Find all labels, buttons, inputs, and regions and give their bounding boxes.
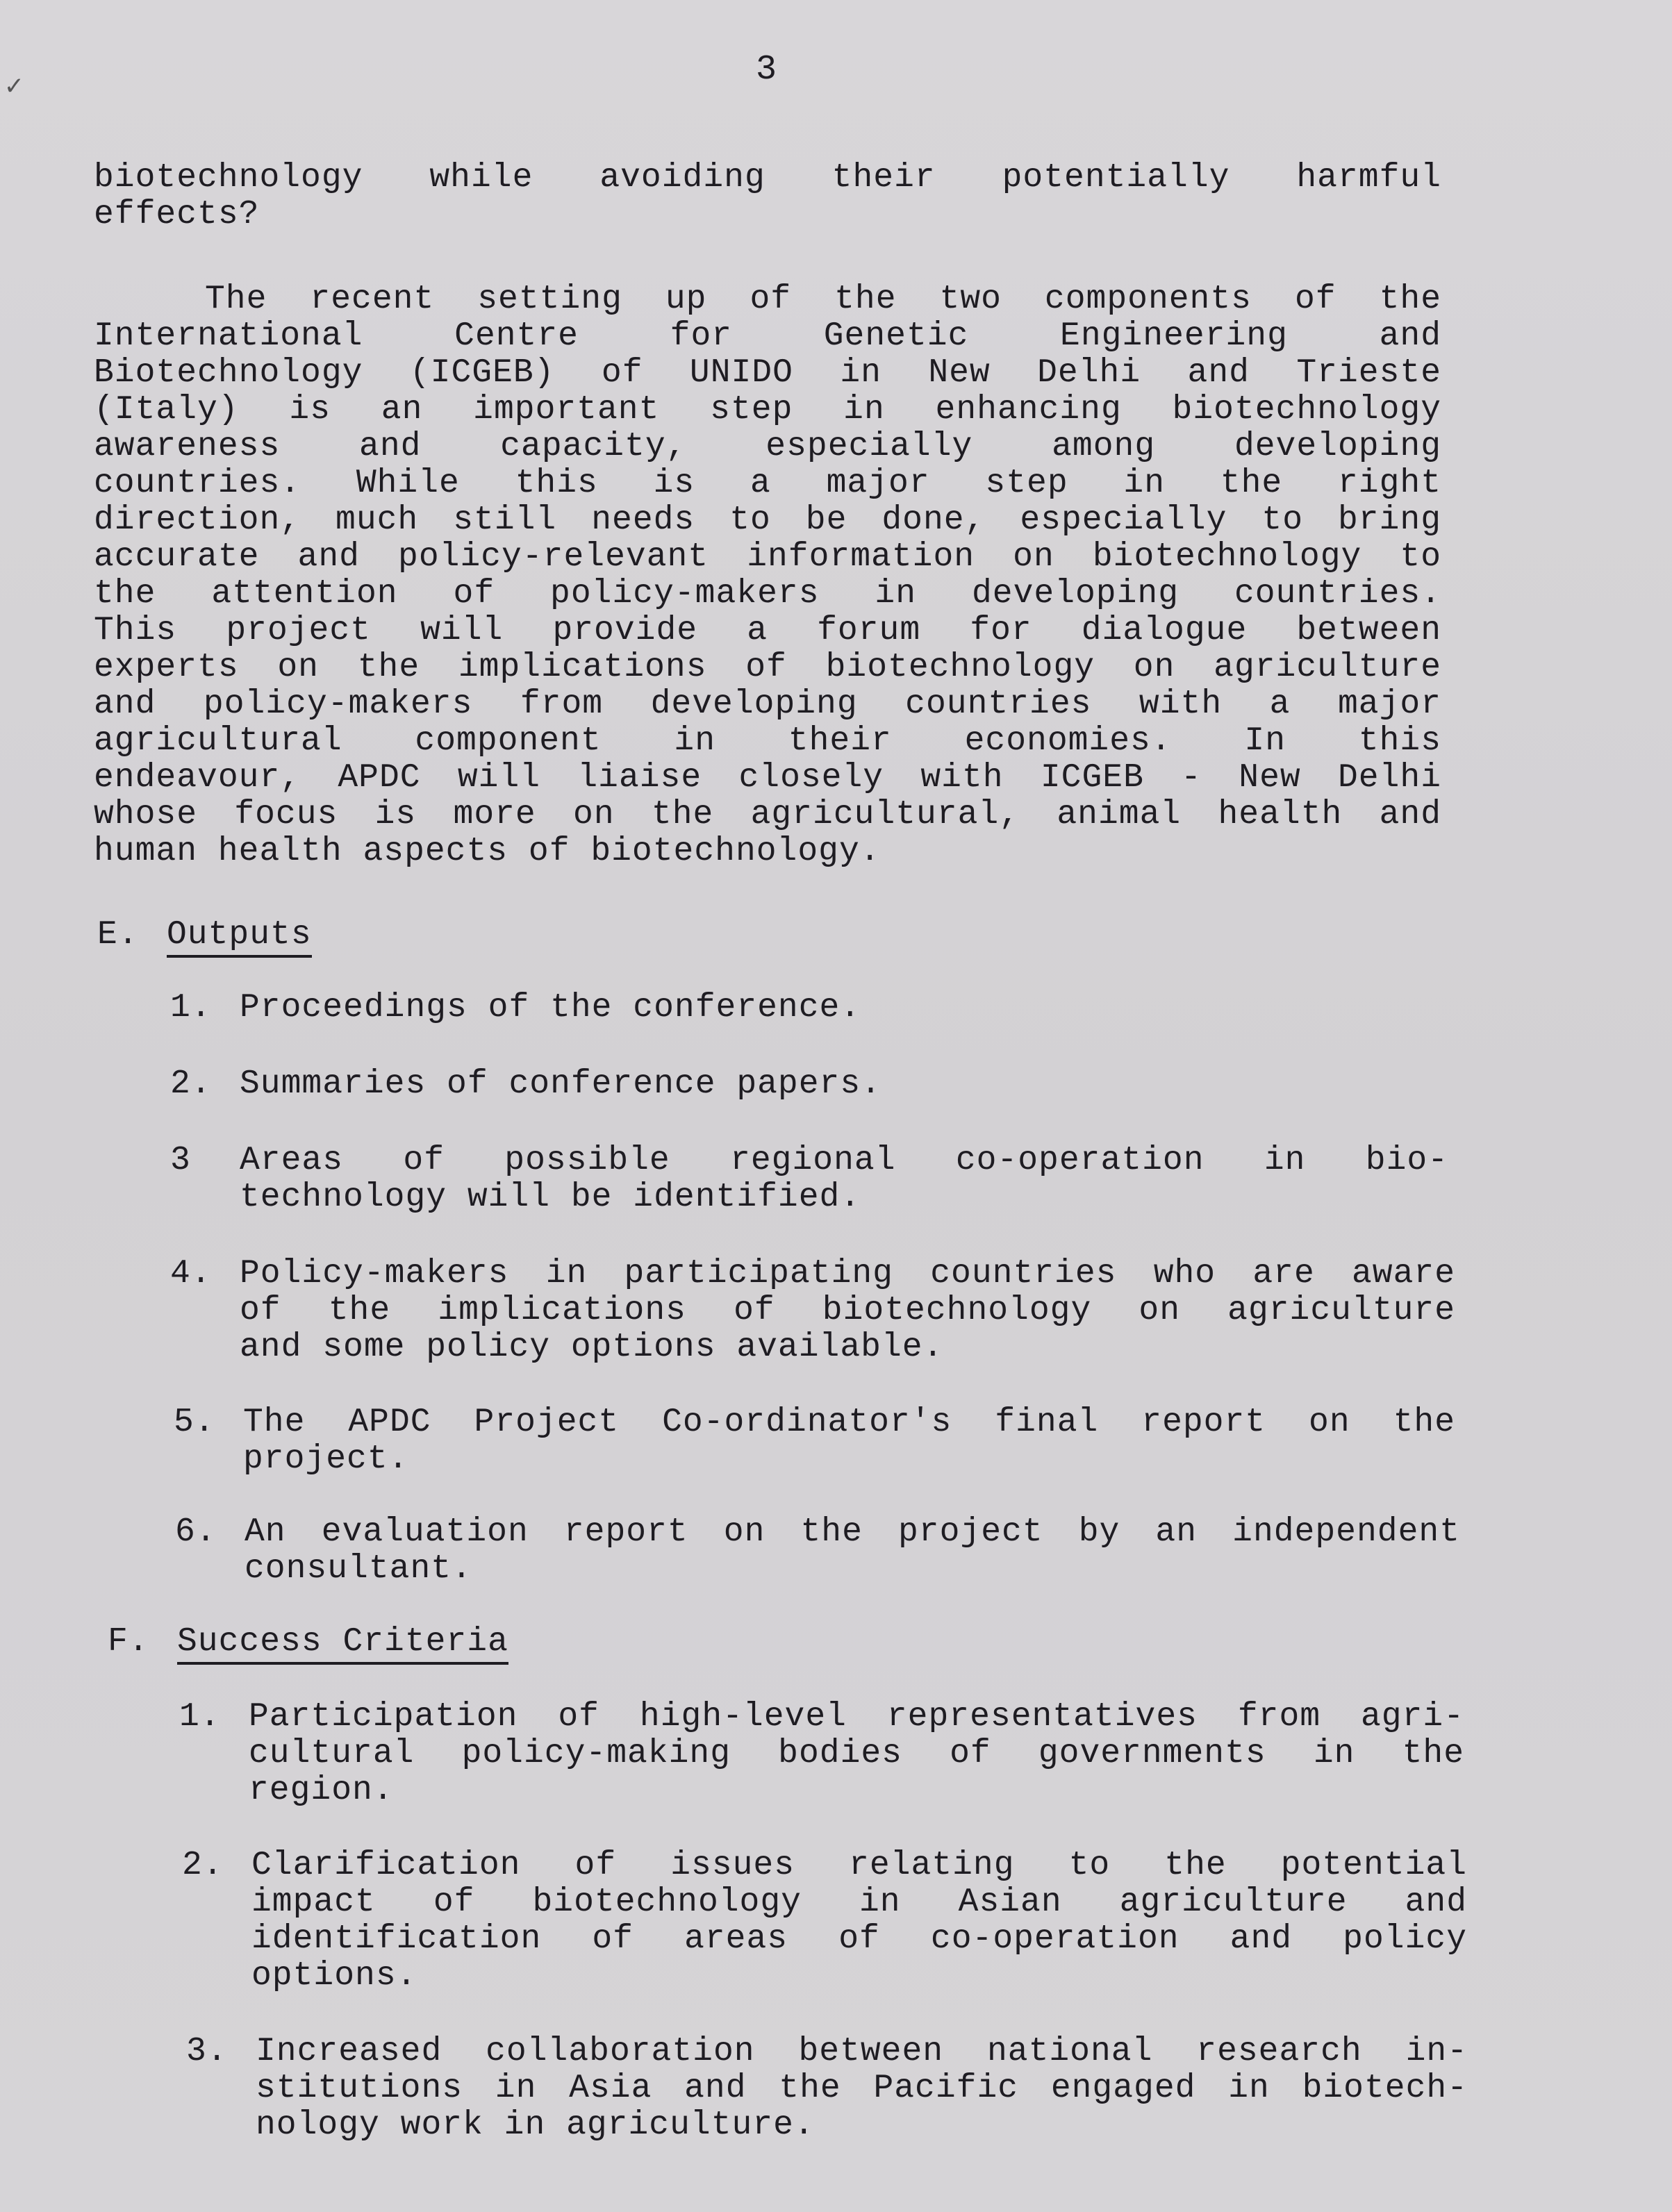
item-line: project. — [243, 1440, 409, 1478]
item-line: options. — [251, 1957, 417, 1995]
item-line: The APDC Project Co-ordinator's final report on the — [243, 1404, 1455, 1441]
item-line: Participation of high-level representatives from agri- — [249, 1698, 1464, 1736]
paragraph-line: (Italy) is an important step in enhancing biotechnology — [94, 391, 1441, 429]
item-line: Policy-makers in participating countries who are aware — [240, 1255, 1455, 1292]
page-number: 3 — [756, 50, 777, 90]
item-line: impact of biotechnology in Asian agriculture and — [251, 1883, 1467, 1921]
paragraph-line: experts on the implications of biotechnology on agriculture — [94, 649, 1441, 686]
list-item — [174, 1404, 1455, 1481]
item-line: cultural policy-making bodies of governments in the — [249, 1735, 1464, 1772]
list-item — [186, 2034, 1468, 2148]
section-label: F. — [108, 1623, 149, 1661]
paragraph-line: accurate and policy-relevant information on biotechnology to — [94, 538, 1441, 576]
item-number: 6. — [175, 1513, 217, 1551]
item-line: stitutions in Asia and the Pacific engaged in biotech- — [256, 2070, 1468, 2107]
section-heading-success-criteria — [108, 1624, 508, 1665]
item-line: of the implications of biotechnology on agriculture — [240, 1292, 1455, 1329]
list-item — [170, 1066, 1448, 1108]
item-number: 1. — [170, 989, 212, 1026]
item-line: and some policy options available. — [240, 1329, 944, 1366]
item-line: region. — [249, 1772, 394, 1809]
paragraph-line: This project will provide a forum for dialogue between — [94, 612, 1441, 649]
item-number: 3. — [186, 2033, 228, 2070]
item-line: consultant. — [245, 1550, 472, 1588]
item-number: 5. — [174, 1404, 215, 1441]
item-line: Areas of possible regional co-operation in bio- — [240, 1142, 1448, 1179]
paragraph-line: awareness and capacity, especially among developing — [94, 428, 1441, 465]
item-number: 2. — [182, 1847, 224, 1884]
list-item — [170, 1142, 1448, 1219]
paragraph-line: the attention of policy-makers in developing countries. — [94, 575, 1441, 613]
paragraph-line: International Centre for Genetic Engineering and — [94, 317, 1441, 355]
item-line: An evaluation report on the project by an independent — [245, 1513, 1460, 1551]
item-line: Summaries of conference papers. — [240, 1065, 881, 1103]
paragraph-line: endeavour, APDC will liaise closely with ICGEB - New Delhi — [94, 759, 1441, 797]
item-line: identification of areas of co-operation and policy — [251, 1920, 1467, 1958]
paragraph-line: Biotechnology (ICGEB) of UNIDO in New Delhi and Trieste — [94, 354, 1441, 392]
list-item — [182, 1847, 1467, 1997]
paragraph-line: agricultural component in their economies. In this — [94, 722, 1441, 760]
paragraph-line: whose focus is more on the agricultural, animal health and — [94, 796, 1441, 833]
section-title: Success Criteria — [177, 1624, 508, 1665]
paragraph-line: human health aspects of biotechnology. — [94, 833, 881, 870]
list-item — [175, 1514, 1460, 1590]
tick-mark: ✓ — [6, 72, 23, 103]
paragraph-line: The recent setting up of the two components of the — [205, 281, 1441, 318]
item-line: Increased collaboration between national research in- — [256, 2033, 1468, 2070]
list-item — [170, 990, 1448, 1031]
section-label: E. — [97, 916, 139, 954]
item-line: technology will be identified. — [240, 1179, 861, 1216]
item-number: 1. — [179, 1698, 221, 1736]
item-number: 3 — [170, 1142, 191, 1179]
item-line: Clarification of issues relating to the potential — [251, 1847, 1467, 1884]
section-title: Outputs — [167, 917, 312, 958]
section-heading-outputs — [97, 917, 312, 958]
item-line: Proceedings of the conference. — [240, 989, 861, 1026]
paragraph-line: direction, much still needs to be done, especially to bring — [94, 501, 1441, 539]
intro-line: biotechnology while avoiding their potentially harmful — [94, 159, 1441, 197]
list-item — [170, 1256, 1455, 1370]
intro-line: effects? — [94, 196, 260, 233]
paragraph-line: and policy-makers from developing countries with a major — [94, 685, 1441, 723]
list-item — [179, 1699, 1464, 1813]
item-number: 4. — [170, 1255, 212, 1292]
paragraph-line: countries. While this is a major step in the right — [94, 465, 1441, 502]
item-line: nology work in agriculture. — [256, 2106, 815, 2144]
item-number: 2. — [170, 1065, 212, 1103]
